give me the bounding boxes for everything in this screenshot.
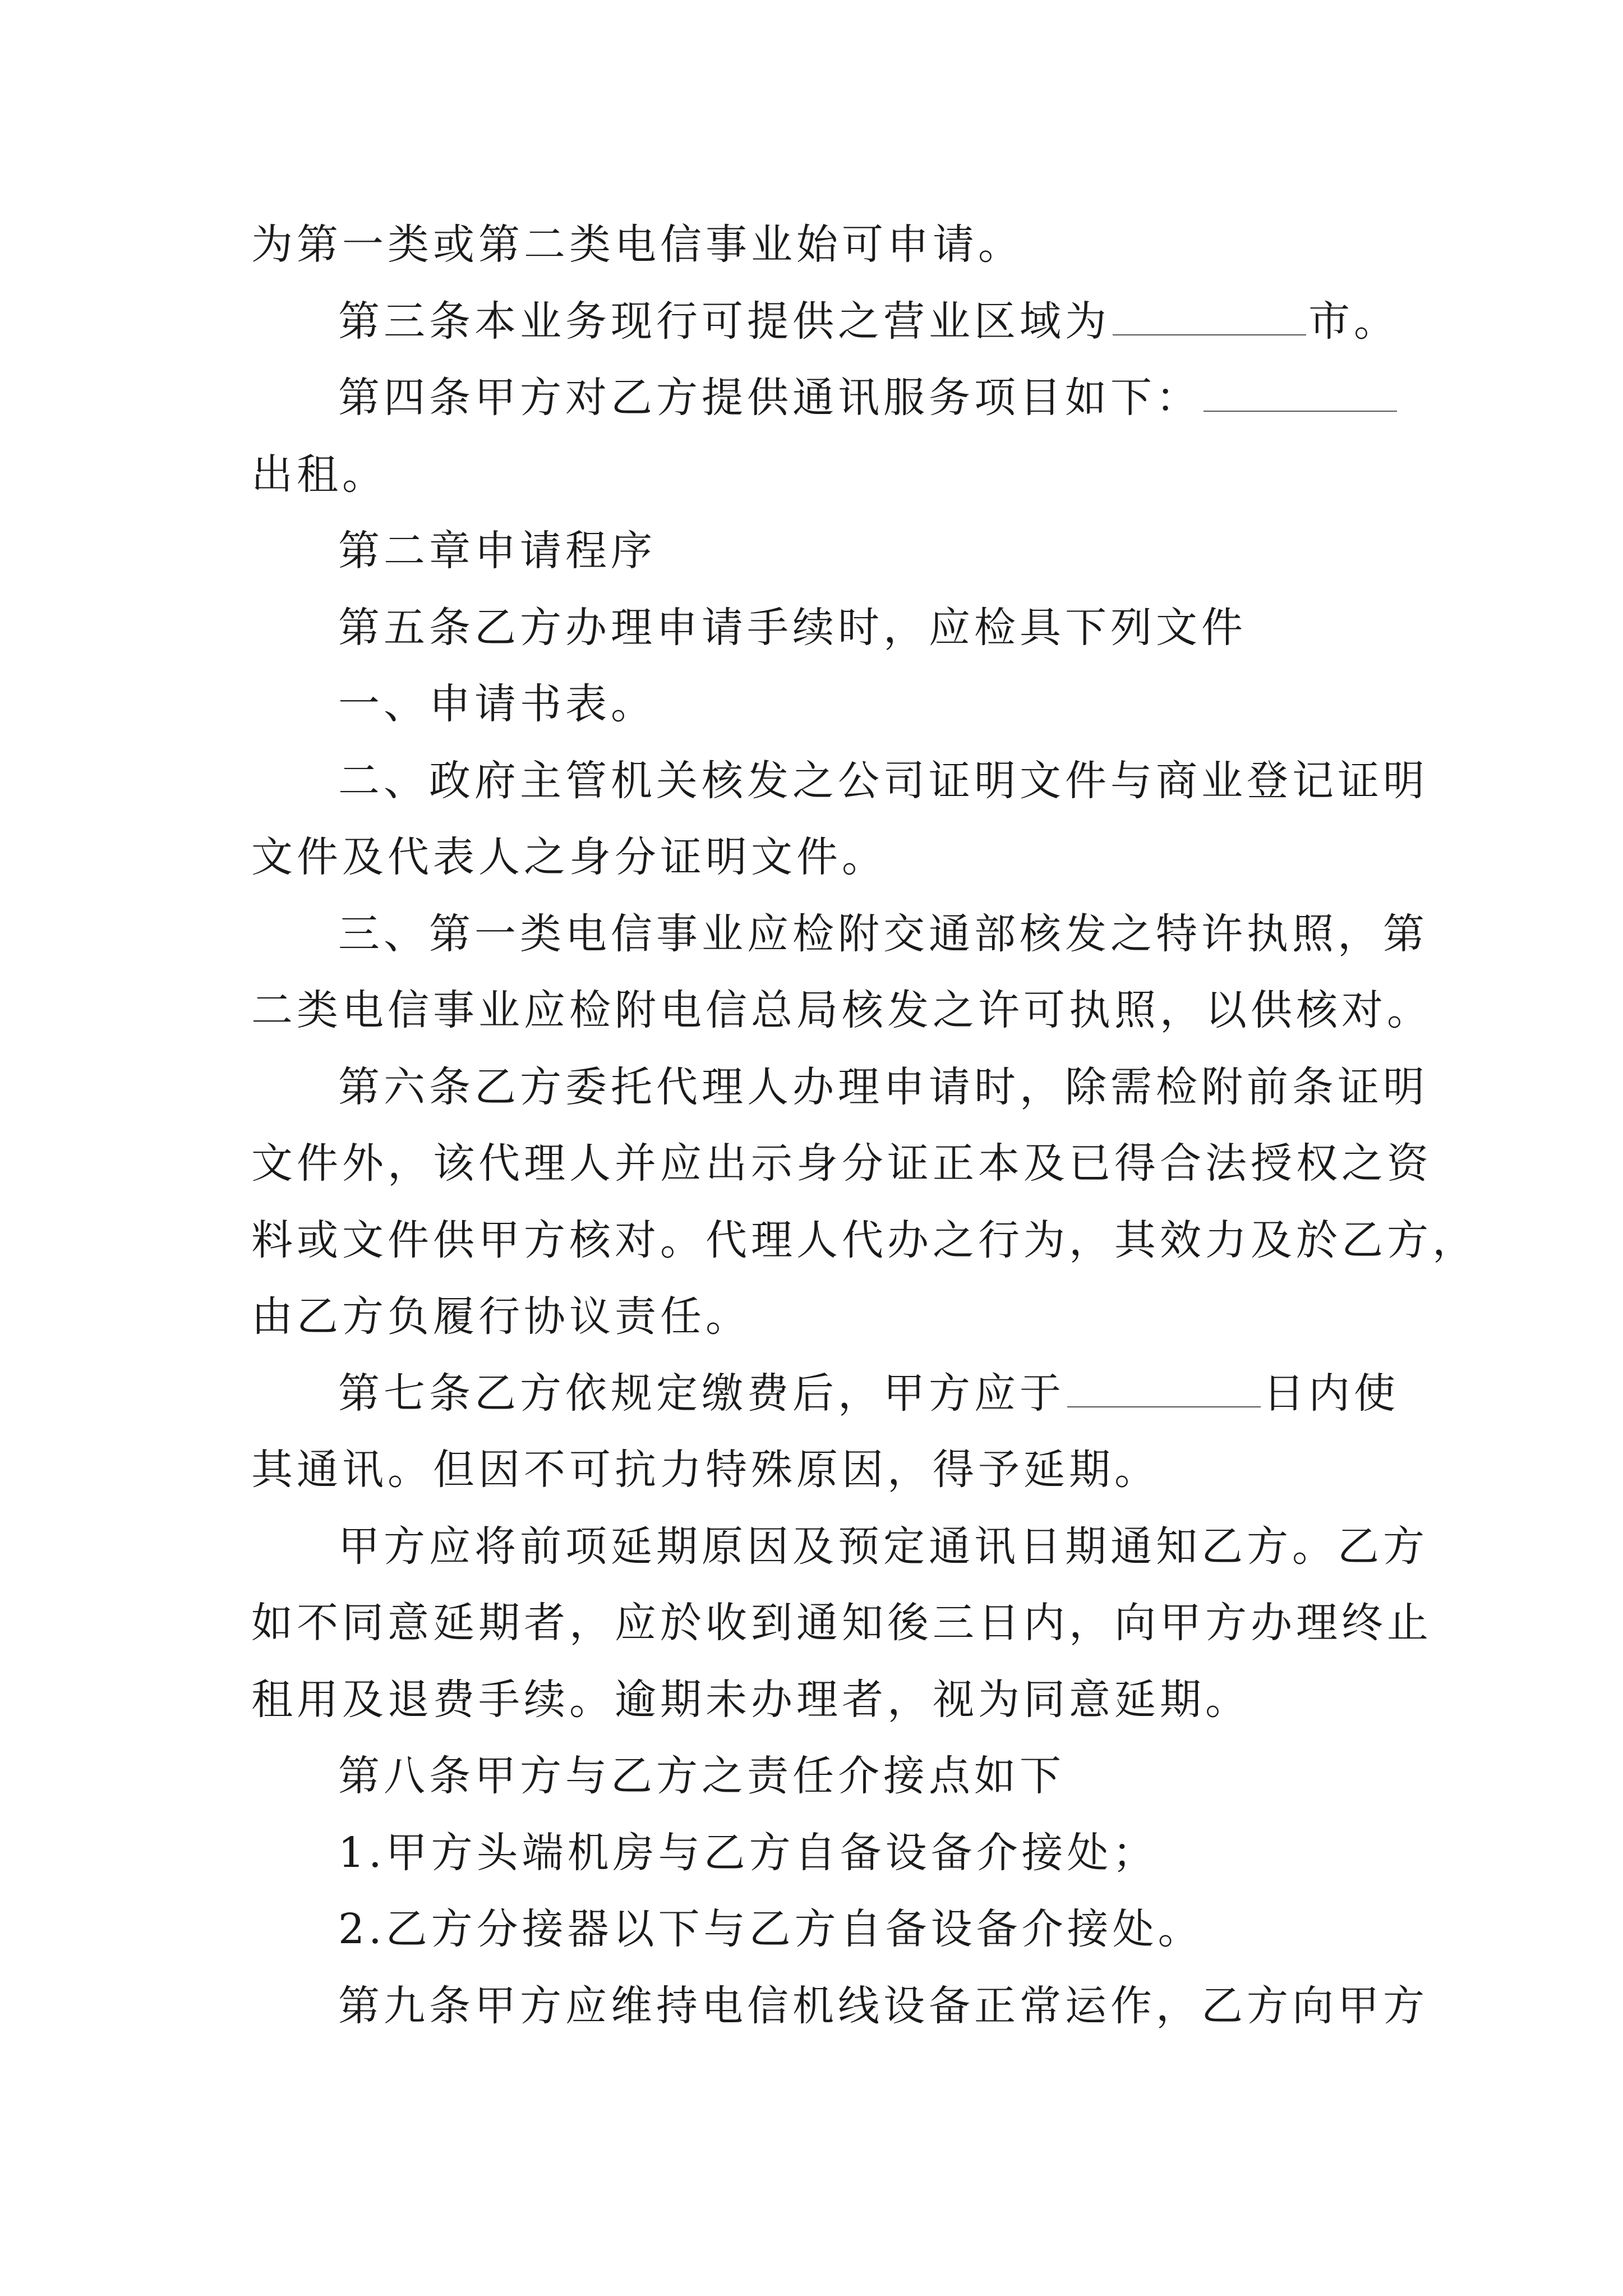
paragraph-line	[251, 1355, 1399, 1432]
paragraph-line: 第六条乙方委托代理人办理申请时，除需检附前条证明	[338, 1062, 1428, 1111]
paragraph-line: 为第一类或第二类电信事业始可申请。	[251, 220, 1023, 269]
paragraph-line: 甲方应将前项延期原因及预定通讯日期通知乙方。乙方	[338, 1522, 1428, 1571]
paragraph-line: 二类电信事业应检附电信总局核发之许可执照，以供核对。	[251, 986, 1432, 1034]
line-text: 第三条本业务现行可提供之营业区域为	[338, 297, 1110, 346]
paragraph-line: 由乙方负履行协议责任。	[251, 1292, 751, 1341]
paragraph-line: 文件及代表人之身分证明文件。	[251, 833, 887, 881]
paragraph-line: 出租。	[251, 450, 388, 499]
list-item: 三、第一类电信事业应检附交通部核发之特许执照，第	[338, 909, 1428, 958]
paragraph-line: 第五条乙方办理申请手续时，应检具下列文件	[338, 603, 1247, 652]
document-body	[251, 206, 1478, 2044]
list-item: 一、申请书表。	[338, 680, 656, 728]
fill-in-blank	[1204, 377, 1397, 412]
paragraph-line: 租用及退费手续。逾期未办理者，视为同意延期。	[251, 1675, 1251, 1724]
list-item: 2.乙方分接器以下与乙方自备设备介接处。	[338, 1905, 1204, 1953]
paragraph-line	[251, 283, 1399, 360]
line-text: 日内使	[1263, 1369, 1399, 1418]
line-text: 市。	[1308, 297, 1399, 346]
list-item: 二、政府主管机关核发之公司证明文件与商业登记证明	[338, 756, 1428, 805]
line-text: 第四条甲方对乙方提供通讯服务项目如下：	[338, 374, 1201, 422]
chapter-heading: 第二章申请程序	[338, 527, 656, 575]
paragraph-line: 料或文件供甲方核对。代理人代办之行为，其效力及於乙方，	[251, 1216, 1478, 1264]
paragraph-line	[251, 360, 1384, 436]
paragraph-line: 其通讯。但因不可抗力特殊原因，得予延期。	[251, 1446, 1160, 1494]
line-text: 第七条乙方依规定缴费后，甲方应于	[338, 1369, 1065, 1418]
fill-in-blank	[1113, 301, 1306, 335]
paragraph-line: 第九条甲方应维持电信机线设备正常运作，乙方向甲方	[338, 1981, 1428, 2030]
list-item: 1.甲方头端机房与乙方自备设备介接处；	[338, 1828, 1158, 1877]
paragraph-line: 第八条甲方与乙方之责任介接点如下	[338, 1752, 1065, 1800]
fill-in-blank	[1067, 1373, 1261, 1407]
paragraph-line: 如不同意延期者，应於收到通知後三日内，向甲方办理终止	[251, 1599, 1432, 1647]
paragraph-line: 文件外，该代理人并应出示身分证正本及已得合法授权之资	[251, 1139, 1432, 1188]
